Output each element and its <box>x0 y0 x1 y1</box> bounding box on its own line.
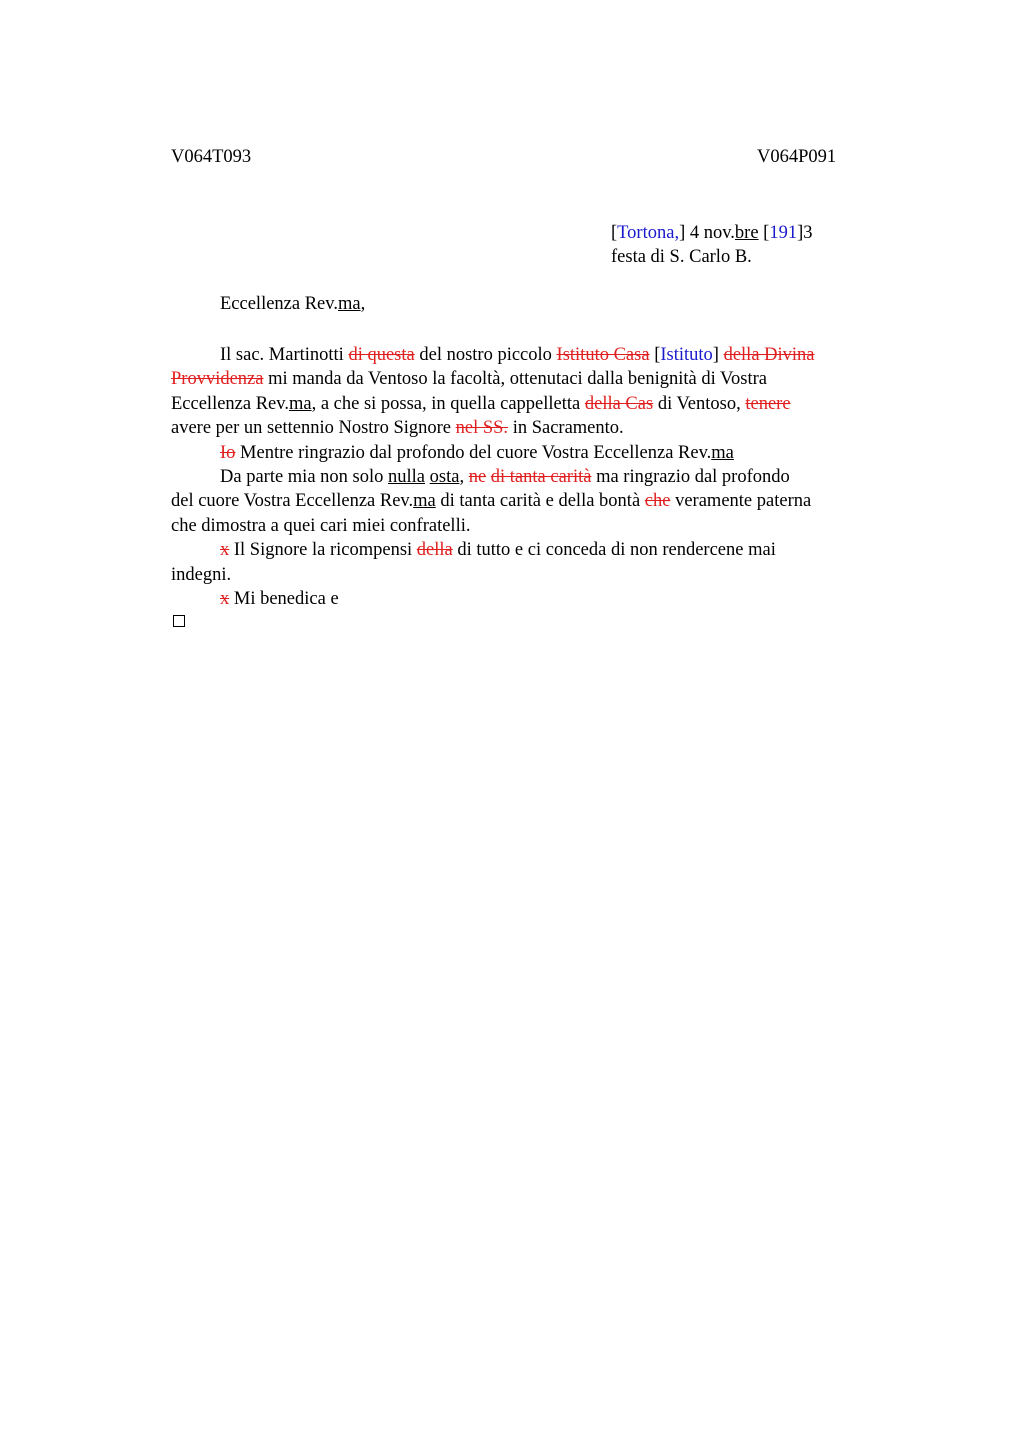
text-span: ma ringrazio dal profondo <box>591 467 790 488</box>
deletion: di questa <box>348 345 415 365</box>
body-line-2 <box>171 367 893 391</box>
editorial-insertion: Istituto <box>660 345 713 365</box>
deletion: della Cas <box>584 393 654 414</box>
text-span: Eccellenza Rev. <box>171 393 289 414</box>
body-line-1 <box>171 343 893 367</box>
deletion: x <box>220 589 230 610</box>
body-line-5 <box>171 441 893 465</box>
date-line <box>611 221 813 245</box>
text-span: Mi benedica e <box>229 589 339 610</box>
year-end: ]3 <box>797 223 813 243</box>
salutation-comma: , <box>360 294 366 314</box>
text-span: di tutto e ci conceda di non rendercene mai <box>452 540 776 561</box>
bracket: [ <box>758 223 770 243</box>
abbrev-ma: ma <box>288 393 312 414</box>
body-line-7 <box>171 489 893 513</box>
document-code-left: V064T093 <box>171 147 252 167</box>
text-span: di Ventoso, <box>653 393 746 414</box>
body-line-4 <box>171 416 893 440</box>
abbrev-ma: ma <box>711 442 734 463</box>
text-span: veramente paterna <box>670 491 812 512</box>
deletion: tenere <box>745 393 791 414</box>
date-block <box>611 221 813 269</box>
date-text: ] 4 nov. <box>679 223 735 243</box>
text-span: avere per un settennio Nostro Signore <box>171 418 456 439</box>
body-line-9 <box>171 538 893 562</box>
deletion: Io <box>220 442 236 463</box>
text-span: mi manda da Ventoso la facoltà, ottenutaci dalla benignità di Vostra <box>263 369 767 390</box>
document-code-right: V064P091 <box>757 147 837 167</box>
body-line-6 <box>171 465 893 489</box>
deletion: ne <box>468 467 487 488</box>
text-span: del nostro piccolo <box>414 345 557 365</box>
underlined-word: osta <box>429 467 460 488</box>
body-line-10: indegni. <box>171 564 232 585</box>
abbrev-ma: ma <box>337 294 361 314</box>
text-span: del cuore Vostra Eccellenza Rev. <box>171 491 414 512</box>
deletion: x <box>220 540 230 561</box>
abbrev-ma: ma <box>413 491 436 512</box>
square-outline-icon <box>173 615 185 627</box>
text-span: ] <box>712 345 724 365</box>
text-span: Da parte mia non solo <box>220 467 388 488</box>
deletion: nel SS. <box>455 418 509 439</box>
text-span: , a che si possa, in quella cappelletta <box>311 393 585 414</box>
editorial-insertion-year: 191 <box>769 223 798 243</box>
deletion: Istituto Casa <box>556 345 650 365</box>
deletion: della <box>416 540 453 561</box>
salutation-text: Eccellenza Rev. <box>220 294 338 314</box>
text-span: Mentre ringrazio dal profondo del cuore Vostra Eccellenza Rev. <box>235 442 712 463</box>
underlined-word: nulla <box>388 467 425 488</box>
text-span: Il Signore la ricompensi <box>229 540 417 561</box>
feast-line: festa di S. Carlo B. <box>611 247 752 267</box>
deletion: che <box>644 491 671 512</box>
text-span: [ <box>649 345 661 365</box>
body-line-8: che dimostra a quei cari miei confratelli. <box>171 515 471 536</box>
deletion: della Divina <box>723 345 815 365</box>
text-span: , <box>459 467 469 488</box>
text-span: di tanta carità e della bontà <box>435 491 645 512</box>
text-span: in Sacramento. <box>508 418 624 439</box>
editorial-insertion-place: Tortona, <box>617 223 680 243</box>
salutation <box>220 294 365 315</box>
deletion: di tanta carità <box>490 467 592 488</box>
bracket: [ <box>611 223 618 243</box>
letter-body <box>171 343 893 611</box>
body-line-3 <box>171 392 893 416</box>
deletion: Provvidenza <box>171 369 264 390</box>
body-line-11 <box>171 587 893 611</box>
text-span: Il sac. Martinotti <box>220 345 349 365</box>
month-abbrev: bre <box>734 223 759 243</box>
